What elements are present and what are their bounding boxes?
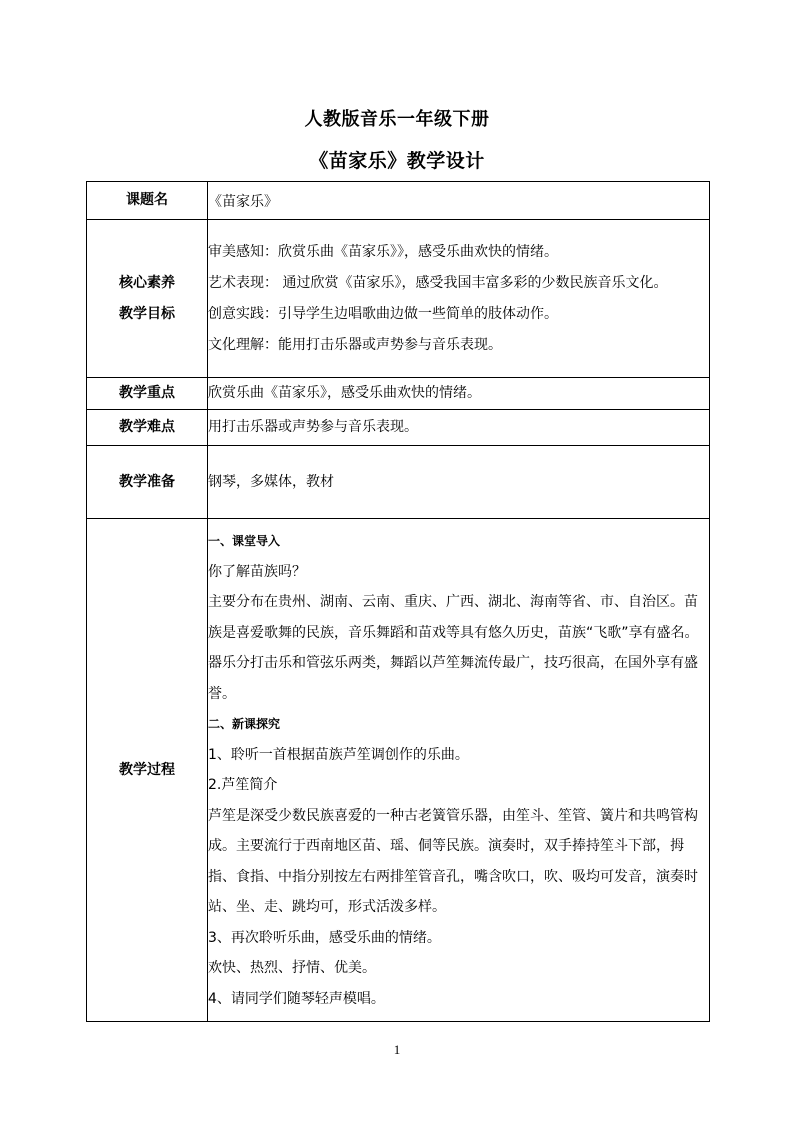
process-heading: 二、新课探究: [208, 717, 281, 731]
table-row-process: [87, 519, 710, 1022]
table-row-preparation: [87, 446, 710, 519]
objectives-label: [87, 220, 208, 378]
process-paragraph: 欢快、热烈、抒情、优美。: [208, 960, 376, 976]
document-subtitle: 《苗家乐》教学设计: [309, 150, 485, 172]
process-label: 教学过程: [87, 519, 208, 1022]
table-row-topic: [87, 182, 710, 220]
process-paragraph: 4、请同学们随琴轻声模唱。: [208, 990, 385, 1007]
objectives-label-line2: 教学目标: [119, 305, 175, 322]
topic-label: 课题名: [87, 182, 208, 220]
process-paragraph: 1、聆听一首根据苗族芦笙调创作的乐曲。: [208, 746, 469, 763]
preparation-value: 钢琴，多媒体，教材: [208, 446, 710, 519]
key-points-label: 教学重点: [87, 378, 208, 410]
process-heading: 一、课堂导入: [208, 534, 281, 548]
objective-item: 艺术表现： 通过欣赏《苗家乐》，感受我国丰富多彩的少数民族音乐文化。: [208, 274, 668, 291]
lesson-plan-table: [86, 181, 710, 1022]
table-row-objectives: [87, 220, 710, 378]
difficulties-label: 教学难点: [87, 410, 208, 446]
objectives-content: [208, 220, 710, 378]
objectives-label-line1: 核心素养: [119, 274, 175, 291]
process-paragraph: 芦笙是深受少数民族喜爱的一种古老簧管乐器，由笙斗、笙管、簧片和共鸣管构成。主要流行于西南地区苗、瑶、侗等民族。演奏时，双手捧持笙斗下部，拇指、食指、中指分别按左右两排笙管音孔，嘴含吹口，吹、吸均可发音，演奏时站、坐、走、跳均可，形式活泼多样。: [208, 807, 698, 915]
difficulties-value: 用打击乐器或声势参与音乐表现。: [208, 410, 710, 446]
table-row-difficulties: [87, 410, 710, 446]
objective-item: 审美感知：欣赏乐曲《苗家乐》》，感受乐曲欢快的情绪。: [208, 243, 558, 260]
table-row-key-points: [87, 378, 710, 410]
topic-value: 《苗家乐》: [208, 182, 710, 220]
process-paragraph: 3、再次聆听乐曲，感受乐曲的情绪。: [208, 929, 441, 946]
process-paragraph: 主要分布在贵州、湖南、云南、重庆、广西、湖北、海南等省、市、自治区。苗族是喜爱歌舞的民族，音乐舞蹈和苗戏等具有悠久历史，苗族“飞歌”享有盛名。器乐分打击乐和管弦乐两类，舞蹈以芦笙舞流传最广，技巧很高，在国外享有盛誉。: [208, 594, 699, 702]
objective-item: 文化理解：能用打击乐器或声势参与音乐表现。: [208, 336, 502, 353]
process-paragraph: 2.芦笙简介: [208, 777, 278, 793]
process-content: [208, 519, 710, 1022]
page-number: 1: [393, 1042, 401, 1057]
process-paragraph: 你了解苗族吗？: [208, 563, 306, 580]
document-title: 人教版音乐一年级下册: [304, 109, 490, 130]
preparation-label: 教学准备: [87, 446, 208, 519]
key-points-value: 欣赏乐曲《苗家乐》，感受乐曲欢快的情绪。: [208, 378, 710, 410]
objective-item: 创意实践：引导学生边唱歌曲边做一些简单的肢体动作。: [208, 305, 558, 322]
